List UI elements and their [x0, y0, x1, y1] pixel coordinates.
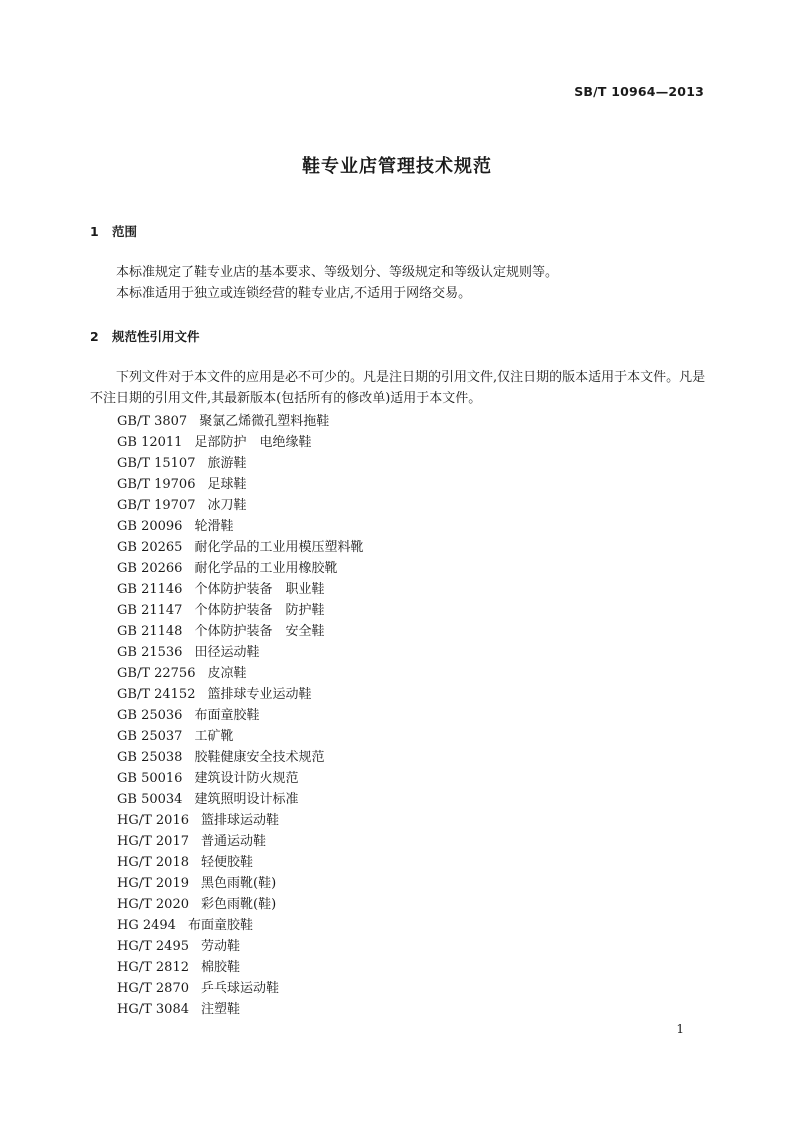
reference-title: 轮滑鞋: [194, 519, 234, 534]
reference-title: 棉胶鞋: [201, 960, 241, 975]
reference-item: [117, 642, 363, 663]
document-title: 鞋专业店管理技术规范: [302, 156, 492, 177]
reference-title: 田径运动鞋: [194, 645, 260, 660]
reference-item: [117, 768, 363, 789]
section-2-paragraph: 下列文件对于本文件的应用是必不可少的。凡是注日期的引用文件,仅注日期的版本适用于本文件。凡是不注日期的引用文件,其最新版本(包括所有的修改单)适用于本文件。: [90, 370, 706, 406]
reference-title: 耐化学品的工业用橡胶靴: [194, 561, 338, 576]
reference-title: 冰刀鞋: [207, 498, 247, 513]
reference-code: GB/T 22756: [117, 666, 196, 681]
reference-item: [117, 726, 363, 747]
section-1-number: 1: [90, 224, 99, 239]
reference-code: GB 50016: [117, 771, 183, 786]
reference-code: HG/T 2495: [117, 939, 189, 954]
reference-item: [117, 684, 363, 705]
reference-title: 轻便胶鞋: [201, 855, 254, 870]
reference-code: GB 25036: [117, 708, 183, 723]
reference-title: 个体防护装备 职业鞋: [194, 582, 325, 597]
section-1-body: [90, 262, 716, 304]
reference-item: [117, 558, 363, 579]
reference-title: 个体防护装备 安全鞋: [194, 624, 325, 639]
reference-item: [117, 453, 363, 474]
reference-item: [117, 474, 363, 495]
reference-item: [117, 915, 363, 936]
reference-code: GB 25038: [117, 750, 183, 765]
standard-code: SB/T 10964—2013: [574, 84, 704, 99]
section-1-paragraph: 本标准适用于独立或连锁经营的鞋专业店,不适用于网络交易。: [116, 286, 472, 301]
reference-title: 工矿靴: [194, 729, 234, 744]
section-1-heading: [90, 222, 137, 240]
reference-title: 彩色雨靴(鞋): [201, 897, 277, 912]
reference-code: GB/T 3807: [117, 414, 188, 429]
reference-item: [117, 663, 363, 684]
reference-title: 足部防护 电绝缘鞋: [194, 435, 312, 450]
section-2-body: [90, 367, 716, 409]
reference-item: [117, 852, 363, 873]
reference-code: GB/T 24152: [117, 687, 196, 702]
reference-title: 篮排球专业运动鞋: [207, 687, 312, 702]
section-2-heading: [90, 327, 200, 345]
reference-code: HG/T 2870: [117, 981, 189, 996]
reference-title: 篮排球运动鞋: [201, 813, 280, 828]
reference-item: [117, 894, 363, 915]
reference-code: GB 20096: [117, 519, 183, 534]
reference-code: HG/T 2812: [117, 960, 189, 975]
reference-code: HG/T 2018: [117, 855, 189, 870]
reference-title: 建筑设计防火规范: [194, 771, 299, 786]
reference-code: HG/T 2019: [117, 876, 189, 891]
reference-code: GB 21148: [117, 624, 183, 639]
reference-item: [117, 789, 363, 810]
normative-references-list: [117, 411, 363, 1020]
reference-title: 耐化学品的工业用模压塑料靴: [194, 540, 364, 555]
reference-title: 黑色雨靴(鞋): [201, 876, 277, 891]
reference-item: [117, 978, 363, 999]
reference-item: [117, 936, 363, 957]
reference-item: [117, 516, 363, 537]
reference-item: [117, 873, 363, 894]
reference-item: [117, 705, 363, 726]
reference-code: GB 20266: [117, 561, 183, 576]
reference-item: [117, 831, 363, 852]
reference-title: 皮凉鞋: [207, 666, 247, 681]
reference-item: [117, 600, 363, 621]
section-2-title: 规范性引用文件: [112, 329, 200, 344]
reference-code: HG 2494: [117, 918, 176, 933]
reference-title: 布面童胶鞋: [187, 918, 253, 933]
page-number: 1: [676, 1022, 684, 1036]
reference-title: 注塑鞋: [201, 1002, 241, 1017]
reference-code: HG/T 2017: [117, 834, 189, 849]
reference-code: GB 20265: [117, 540, 183, 555]
reference-item: [117, 747, 363, 768]
reference-title: 乒乓球运动鞋: [201, 981, 280, 996]
section-1-paragraph: 本标准规定了鞋专业店的基本要求、等级划分、等级规定和等级认定规则等。: [116, 265, 559, 280]
reference-title: 普通运动鞋: [201, 834, 267, 849]
reference-item: [117, 957, 363, 978]
reference-code: HG/T 3084: [117, 1002, 189, 1017]
reference-code: GB/T 15107: [117, 456, 196, 471]
section-1-title: 范围: [112, 224, 138, 239]
reference-title: 劳动鞋: [201, 939, 241, 954]
reference-code: GB/T 19706: [117, 477, 196, 492]
reference-item: [117, 432, 363, 453]
reference-code: GB 50034: [117, 792, 183, 807]
reference-item: [117, 621, 363, 642]
reference-item: [117, 537, 363, 558]
reference-title: 聚氯乙烯微孔塑料拖鞋: [199, 414, 330, 429]
reference-title: 个体防护装备 防护鞋: [194, 603, 325, 618]
reference-title: 足球鞋: [207, 477, 247, 492]
reference-item: [117, 579, 363, 600]
reference-code: GB 21147: [117, 603, 183, 618]
reference-item: [117, 495, 363, 516]
reference-item: [117, 810, 363, 831]
reference-title: 建筑照明设计标准: [194, 792, 299, 807]
reference-title: 旅游鞋: [207, 456, 247, 471]
reference-item: [117, 411, 363, 432]
reference-code: GB 12011: [117, 435, 183, 450]
reference-code: HG/T 2020: [117, 897, 189, 912]
reference-code: GB/T 19707: [117, 498, 196, 513]
reference-title: 布面童胶鞋: [194, 708, 260, 723]
reference-code: HG/T 2016: [117, 813, 189, 828]
reference-code: GB 21146: [117, 582, 183, 597]
reference-title: 胶鞋健康安全技术规范: [194, 750, 325, 765]
reference-item: [117, 999, 363, 1020]
reference-code: GB 21536: [117, 645, 183, 660]
reference-code: GB 25037: [117, 729, 183, 744]
section-2-number: 2: [90, 329, 99, 344]
